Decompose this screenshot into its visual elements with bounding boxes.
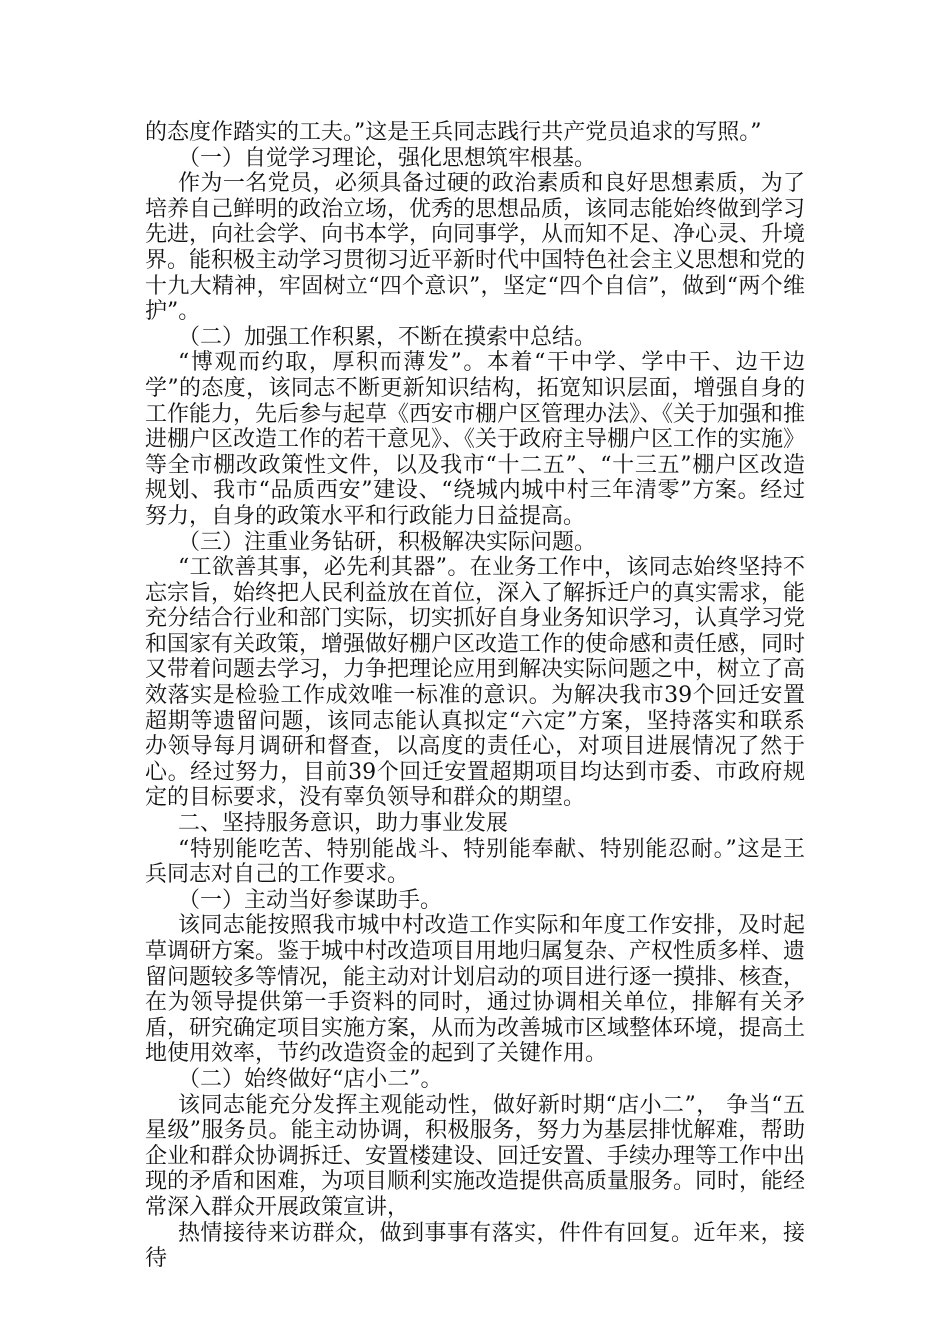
subheading-shop-assistant: （二）始终做好“店小二”。 — [178, 1066, 443, 1092]
section-heading-service: 二、坚持服务意识，助力事业发展 — [178, 811, 509, 837]
document-page — [145, 120, 805, 1272]
subheading-business-research: （三）注重业务钻研，积极解决实际问题。 — [178, 529, 597, 555]
paragraph-work-motto: “特别能吃苦、特别能战斗、特别能奉献、特别能忍耐。”这是王兵同志对自己的工作要求。 — [145, 836, 805, 888]
paragraph-receive-visitors: 热情接待来访群众，做到事事有落实，件件有回复。近年来，接待 — [145, 1220, 805, 1272]
subheading-study-theory: （一）自觉学习理论，强化思想筑牢根基。 — [178, 145, 597, 171]
paragraph-continuation: 的态度作踏实的工夫。”这是王兵同志践行共产党员追求的写照。” — [145, 120, 762, 145]
subheading-work-accumulation: （二）加强工作积累，不断在摸索中总结。 — [178, 324, 597, 350]
paragraph-village-renovation: 该同志能按照我市城中村改造工作实际和年度工作安排，及时起草调研方案。鉴于城中村改造项目用地归属复杂、产权性质多样、遗留问题较多等情况，能主动对计划启动的项目进行逐一摸排、核查，在为领导提供第一手资料的同时，通过协调相关单位，排解有关矛盾，研究确定项目实施方案，从而为改善城市区域整体环境，提高土地使用效率，节约改造资金的起到了关键作用。 — [145, 913, 806, 1067]
paragraph-party-member: 作为一名党员，必须具备过硬的政治素质和良好思想素质，为了培养自己鲜明的政治立场，优秀的思想品质，该同志能始终做到学习先进，向社会学、向书本学，向同事学，从而知不足、净心灵、升境界。能积极主动学习贯彻习近平新时代中国特色社会主义思想和党的十九大精神，牢固树立“四个意识”，坚定“四个自信”，做到“两个维护”。 — [145, 171, 806, 325]
paragraph-practical-problems: “工欲善其事，必先利其器”。在业务工作中，该同志始终坚持不忘宗旨，始终把人民利益放在首位，深入了解拆迁户的真实需求，能充分结合行业和部门实际，切实抓好自身业务知识学习，认真学习党和国家有关政策，增强做好棚户区改造工作的使命感和责任感，同时又带着问题去学习，力争把理论应用到解决实际问题之中，树立了高效落实是检验工作成效唯一标准的意识。为解决我市39个回迁安置超期等遗留问题，该同志能认真拟定“六定”方案，坚持落实和联系办领导每月调研和督查，以高度的责任心，对项目进展情况了然于心。经过努力，目前39个回迁安置超期项目均达到市委、市政府规定的目标要求，没有辜负领导和群众的期望。 — [145, 555, 806, 811]
subheading-advisor: （一）主动当好参谋助手。 — [178, 887, 443, 913]
paragraph-five-star-service: 该同志能充分发挥主观能动性，做好新时期“店小二”， 争当“五星级”服务员。能主动协调，积极服务，努力为基层排忧解难，帮助企业和群众协调拆迁、安置楼建设、回迁安置、手续办理等工作中出现的矛盾和困难，为项目顺利实施改造提供高质量服务。同时，能经常深入群众开展政策宣讲， — [145, 1092, 806, 1220]
paragraph-policy-drafting: “博观而约取，厚积而薄发”。本着“干中学、学中干、边干边学”的态度，该同志不断更新知识结构，拓宽知识层面，增强自身的工作能力，先后参与起草《西安市棚户区管理办法》、《关于加强和推进棚户区改造工作的若干意见》、《关于政府主导棚户区工作的实施》等全市棚改政策性文件，以及我市“十二五”、“十三五”棚户区改造规划、我市“品质西安”建设、“绕城内城中村三年清零”方案。经过努力，自身的政策水平和行政能力日益提高。 — [145, 350, 806, 529]
